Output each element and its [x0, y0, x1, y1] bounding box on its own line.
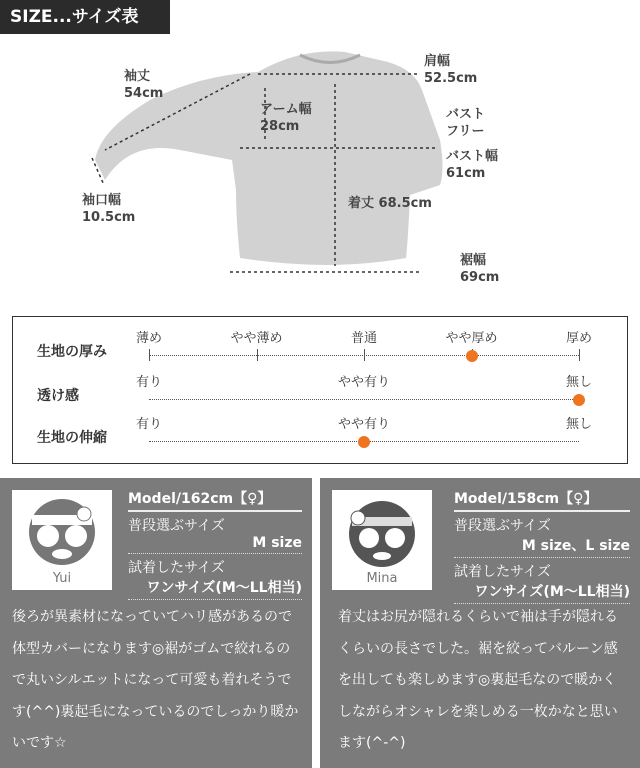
fabric-row-label: 透け感: [37, 388, 79, 404]
scale-tick-label: 無し: [565, 417, 593, 432]
level-marker: [466, 350, 478, 362]
scale-tick-label: 厚め: [565, 331, 593, 346]
tick-mark: [579, 349, 580, 361]
tried-size-label: 試着したサイズ: [128, 560, 225, 576]
fabric-row-label: 生地の厚み: [37, 344, 107, 360]
page-title: SIZE...サイズ表: [0, 0, 170, 34]
tried-size-value: ワンサイズ(M〜LL相当): [128, 577, 302, 600]
model-name: Yui: [52, 571, 72, 586]
label: 袖口幅: [82, 193, 122, 208]
armhole-measure: [260, 101, 312, 135]
usual-size-label: 普段選ぶサイズ: [128, 518, 225, 534]
scale-tick-label: やや有り: [337, 375, 391, 390]
scale-tick-label: やや有り: [337, 417, 391, 432]
value: 68.5cm: [378, 196, 432, 211]
usual-size-label: 普段選ぶサイズ: [454, 518, 551, 534]
value: 52.5cm: [424, 71, 478, 86]
label: 着丈: [348, 196, 375, 211]
scale-tick-label: 有り: [135, 375, 163, 390]
scale-tick-label: 有り: [135, 417, 163, 432]
garment-diagram: [0, 0, 640, 300]
usual-size-value: M size、L size: [454, 535, 630, 558]
model-comment: 後ろが異素材になっていてハリ感があるので体型カバーになります◎裾がゴムで絞れるので丸いシルエットになって可愛も着れそうです(^^)裏起毛になっているのでしっかり暖かいです☆: [12, 609, 299, 751]
cuff-measure: [82, 192, 135, 226]
scale-line: [149, 399, 579, 400]
shoulder-measure: [424, 53, 477, 87]
fabric-properties: [12, 316, 628, 464]
bust-note: [446, 106, 485, 140]
value: フリー: [446, 124, 485, 139]
scale-tick-label: やや薄め: [230, 331, 283, 346]
avatar: [12, 490, 112, 590]
value: 61cm: [446, 166, 486, 181]
model-comment: 着丈はお尻が隠れるくらいで袖は手が隠れるくらいの長さでした。裾を絞ってバルーン感を出しても楽しめます◎裏起毛なので暖かくしながらオシャレを楽しめる一枚かなと思います(^-^): [338, 609, 618, 751]
model-header: Model/158cm【♀】: [454, 488, 630, 512]
model-card-yui: [0, 478, 312, 768]
label: 袖丈: [124, 69, 151, 84]
fabric-row-label: 生地の伸縮: [37, 430, 107, 446]
scale-tick-label: 普通: [350, 331, 378, 346]
scale-tick-label: 無し: [565, 375, 593, 390]
tried-size-value: ワンサイズ(M〜LL相当): [454, 581, 630, 604]
level-marker: [358, 436, 370, 448]
scale-tick-label: 薄め: [135, 331, 163, 346]
hem-measure: [460, 252, 499, 286]
tick-mark: [257, 349, 258, 361]
bust-measure: [446, 148, 498, 182]
value: 28cm: [260, 119, 300, 134]
model-header: Model/162cm【♀】: [128, 488, 302, 512]
value: 54cm: [124, 86, 164, 101]
sleeve-measure: [124, 68, 163, 102]
avatar: [332, 490, 432, 590]
length-measure: [348, 195, 432, 212]
tick-mark: [364, 349, 365, 361]
label: バスト: [446, 107, 486, 122]
label: 肩幅: [424, 54, 451, 69]
tick-mark: [149, 349, 150, 361]
model-card-mina: [320, 478, 640, 768]
label: バスト幅: [446, 149, 499, 164]
tried-size-label: 試着したサイズ: [454, 564, 551, 580]
model-name: Mina: [366, 571, 398, 586]
value: 69cm: [460, 270, 500, 285]
label: アーム幅: [260, 102, 312, 117]
value: 10.5cm: [82, 210, 136, 225]
label: 裾幅: [460, 253, 487, 268]
level-marker: [573, 394, 585, 406]
scale-tick-label: やや厚め: [445, 331, 498, 346]
usual-size-value: M size: [128, 535, 302, 554]
